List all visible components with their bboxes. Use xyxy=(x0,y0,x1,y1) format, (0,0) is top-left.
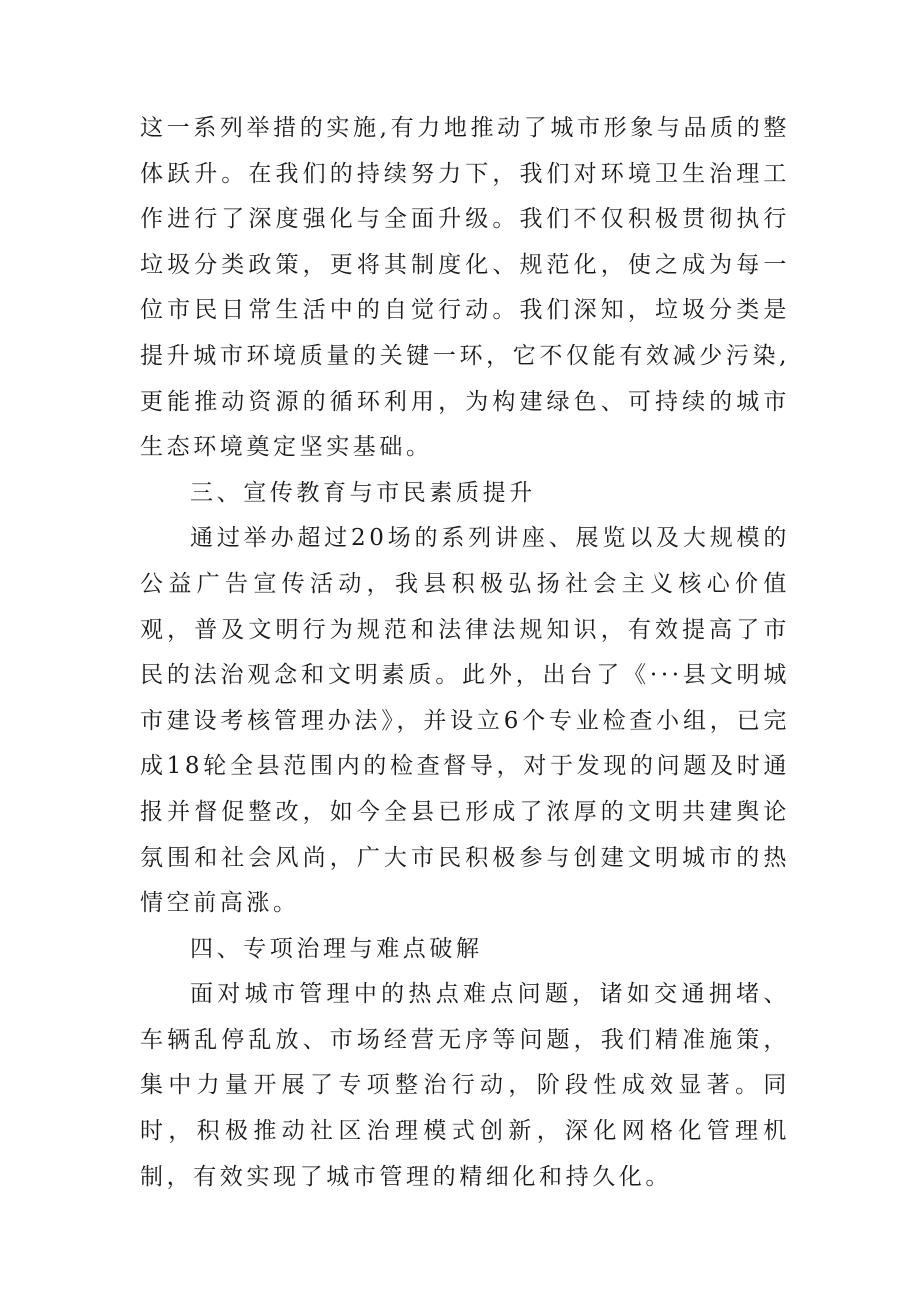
document-body xyxy=(140,106,790,1200)
section-heading-publicity-education: 三、宣传教育与市民素质提升 xyxy=(190,479,536,506)
paragraph-special-governance: 面对城市管理中的热点难点问题，诸如交通拥堵、车辆乱停乱放、市场经营无序等问题，我们精准施策，集中力量开展了专项整治行动，阶段性成效显著。同时，积极推动社区治理模式创新，深化网格化管理机制，有效实现了城市管理的精细化和持久化。 xyxy=(140,981,790,1190)
paragraph-environment-sanitation: 这一系列举措的实施,有力地推动了城市形象与品质的整体跃升。在我们的持续努力下，我们对环境卫生治理工作进行了深度强化与全面升级。我们不仅积极贯彻执行垃圾分类政策，更将其制度化、规范化，使之成为每一位市民日常生活中的自觉行动。我们深知，垃圾分类是提升城市环境质量的关键一环，它不仅能有效减少污染,更能推动资源的循环利用，为构建绿色、可持续的城市生态环境奠定坚实基础。 xyxy=(140,115,790,461)
section-heading-special-governance: 四、专项治理与难点破解 xyxy=(190,935,483,962)
paragraph-publicity-education: 通过举办超过20场的系列讲座、展览以及大规模的公益广告宣传活动，我县积极弘扬社会主义核心价值观，普及文明行为规范和法律法规知识，有效提高了市民的法治观念和文明素质。此外，出台了《···县文明城市建设考核管理办法》，并设立6个专业检查小组，已完成18轮全县范围内的检查督导，对于发现的问题及时通报并督促整改，如今全县已形成了浓厚的文明共建舆论氛围和社会风尚，广大市民积极参与创建文明城市的热情空前高涨。 xyxy=(140,525,790,917)
